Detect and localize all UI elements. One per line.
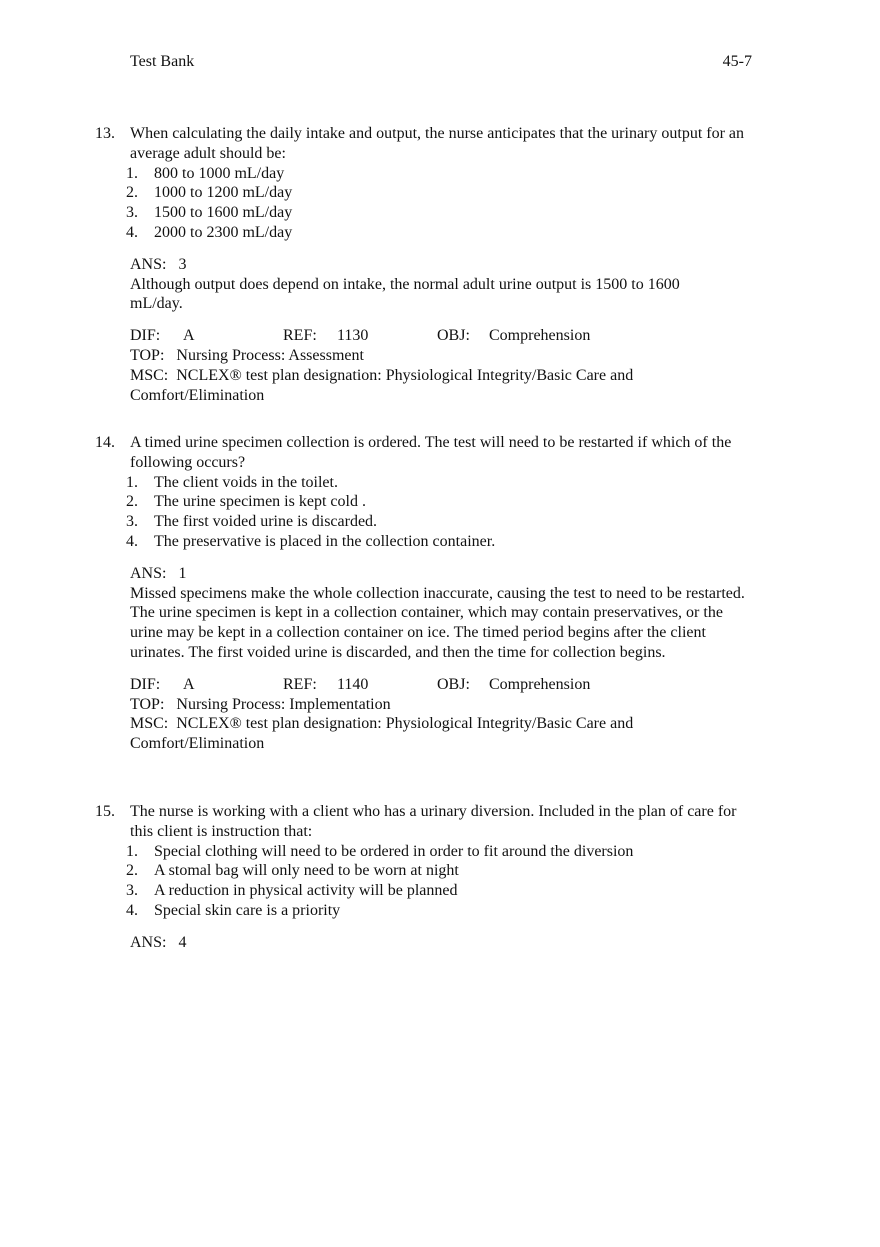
option-3 (95, 512, 755, 532)
answer-line (130, 933, 755, 953)
ref-value: 1140 (337, 675, 369, 693)
meta-top (130, 346, 755, 366)
option-text: 2000 to 2300 mL/day (154, 223, 293, 241)
option-number: 1. (126, 473, 138, 491)
header-page-number: 45-7 (722, 53, 752, 70)
option-4 (95, 532, 755, 552)
rationale: Although output does depend on intake, the normal adult urine output is 1500 to 1600 mL/day. (130, 275, 680, 313)
ref-value: 1130 (337, 327, 369, 345)
ans-label: ANS: (130, 564, 167, 582)
dif-label: DIF: (130, 675, 161, 693)
ans-value: 3 (178, 255, 187, 273)
question-15 (95, 802, 755, 953)
option-text: 1000 to 1200 mL/day (154, 184, 293, 202)
option-2 (95, 861, 755, 881)
ref-label: REF: (283, 327, 317, 345)
top-label: TOP: (130, 695, 165, 713)
option-text: A stomal bag will only need to be worn at night (154, 862, 459, 880)
answer-options (95, 473, 755, 552)
option-text: Special skin care is a priority (154, 901, 341, 919)
option-number: 1. (126, 842, 138, 860)
option-1 (95, 473, 755, 493)
msc-value: NCLEX® test plan designation: Physiological Integrity/Basic Care and (176, 715, 634, 733)
ans-label: ANS: (130, 933, 167, 951)
dif-value: A (183, 675, 195, 693)
ans-value: 4 (178, 933, 187, 951)
obj-value: Comprehension (489, 327, 591, 345)
top-value: Nursing Process: Implementation (176, 695, 391, 713)
answer-line (130, 255, 755, 275)
option-1 (95, 842, 755, 862)
option-1 (95, 164, 755, 184)
header-title: Test Bank (130, 53, 195, 70)
meta-msc-continued: Comfort/Elimination (130, 735, 265, 753)
obj-value: Comprehension (489, 675, 591, 693)
question-13 (95, 124, 755, 405)
dif-label: DIF: (130, 327, 161, 345)
question-14 (95, 433, 755, 754)
option-4 (95, 223, 755, 243)
obj-label: OBJ: (437, 675, 470, 693)
option-number: 3. (126, 513, 138, 531)
ans-value: 1 (178, 564, 187, 582)
option-text: The client voids in the toilet. (154, 473, 338, 491)
option-number: 3. (126, 882, 138, 900)
page-header (130, 52, 752, 72)
rationale: Missed specimens make the whole collection inaccurate, causing the test to need to be restarted. The urine specimen is kept in a collection container, which may contain preservatives, or the urine may be kept in a collection container on ice. The timed period begins after the client urinates. The first voided urine is discarded, and then the time for collection begins. (130, 584, 745, 661)
option-text: The urine specimen is kept cold . (154, 493, 366, 511)
question-number: 14. (95, 434, 115, 451)
ref-label: REF: (283, 675, 317, 693)
option-number: 3. (126, 204, 138, 222)
meta-dif-ref-obj (130, 675, 755, 695)
option-2 (95, 492, 755, 512)
option-number: 4. (126, 901, 138, 919)
question-stem: A timed urine specimen collection is ordered. The test will need to be restarted if which of the following occurs? (130, 434, 732, 471)
dif-value: A (183, 327, 195, 345)
option-text: A reduction in physical activity will be planned (154, 882, 458, 900)
meta-msc (130, 366, 755, 386)
option-2 (95, 183, 755, 203)
top-value: Nursing Process: Assessment (176, 346, 364, 364)
meta-msc (130, 714, 755, 734)
meta-dif-ref-obj (130, 326, 755, 346)
option-number: 4. (126, 532, 138, 550)
top-label: TOP: (130, 346, 165, 364)
option-number: 2. (126, 493, 138, 511)
option-text: The first voided urine is discarded. (154, 513, 378, 531)
question-number: 15. (95, 803, 115, 820)
option-text: 1500 to 1600 mL/day (154, 204, 293, 222)
answer-options (95, 164, 755, 243)
option-text: 800 to 1000 mL/day (154, 164, 285, 182)
option-number: 2. (126, 184, 138, 202)
obj-label: OBJ: (437, 327, 470, 345)
question-number: 13. (95, 125, 115, 142)
msc-label: MSC: (130, 715, 169, 733)
option-3 (95, 203, 755, 223)
option-number: 1. (126, 164, 138, 182)
meta-top (130, 695, 755, 715)
option-text: Special clothing will need to be ordered in order to fit around the diversion (154, 842, 634, 860)
option-text: The preservative is placed in the collection container. (154, 532, 496, 550)
question-stem: The nurse is working with a client who has a urinary diversion. Included in the plan of care for this client is instruction that: (130, 803, 737, 840)
option-number: 4. (126, 223, 138, 241)
answer-options (95, 842, 755, 921)
answer-line (130, 564, 755, 584)
option-3 (95, 881, 755, 901)
msc-value: NCLEX® test plan designation: Physiological Integrity/Basic Care and (176, 366, 634, 384)
option-number: 2. (126, 862, 138, 880)
msc-label: MSC: (130, 366, 169, 384)
meta-msc-continued: Comfort/Elimination (130, 386, 265, 404)
option-4 (95, 901, 755, 921)
question-stem: When calculating the daily intake and output, the nurse anticipates that the urinary output for an average adult should be: (130, 125, 745, 162)
ans-label: ANS: (130, 255, 167, 273)
